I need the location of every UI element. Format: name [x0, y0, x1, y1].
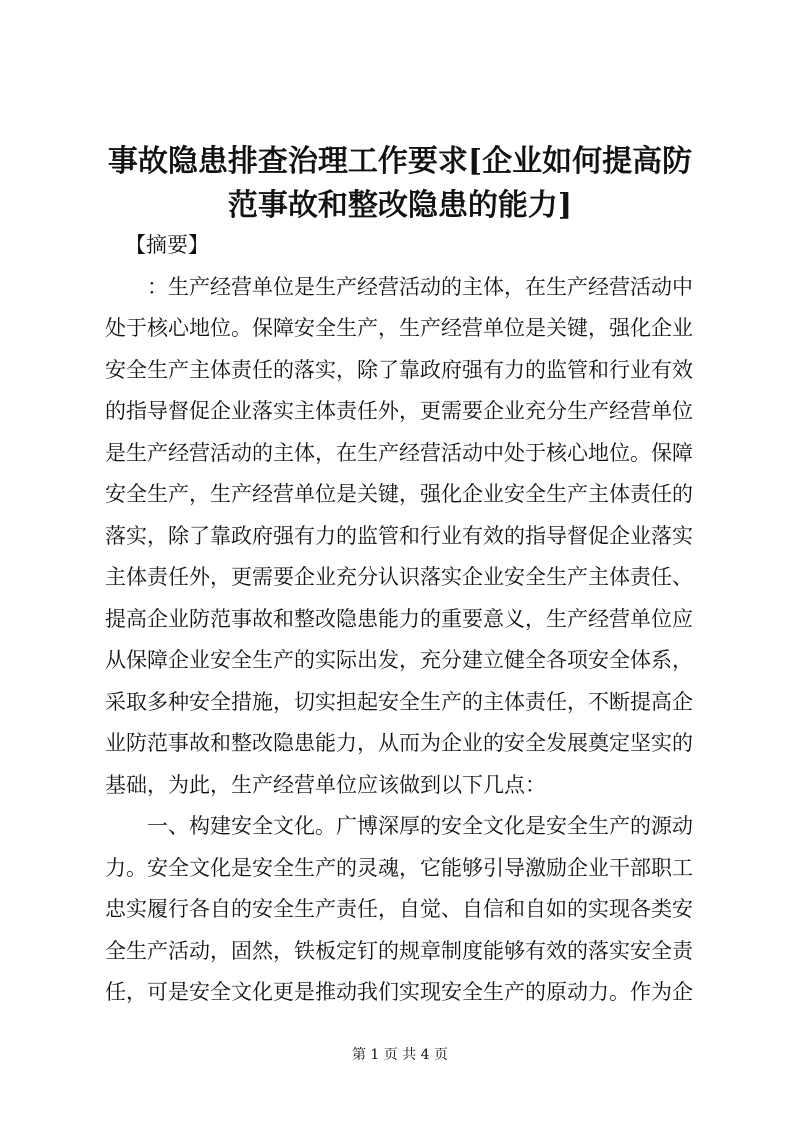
title-line-1: 事故隐患排查治理工作要求[企业如何提高防 — [107, 144, 693, 179]
paragraph-line: 力。安全文化是安全生产的灵魂，它能够引导激励企业干部职工 — [105, 855, 693, 880]
paragraph-line: 采取多种安全措施，切实担起安全生产的主体责任，不断提高企 — [105, 689, 693, 714]
paragraph-line: 业防范事故和整改隐患能力，从而为企业的安全发展奠定坚实的 — [105, 731, 693, 755]
paragraph-line: 安全生产，生产经营单位是关键，强化企业安全生产主体责任的 — [105, 482, 693, 506]
abstract-paragraph — [105, 267, 705, 807]
paragraph-line: 基础，为此，生产经营单位应该做到以下几点： — [105, 772, 546, 797]
document-body — [105, 225, 705, 1014]
paragraph-line: 从保障企业安全生产的实际出发，充分建立健全各项安全体系， — [105, 648, 693, 672]
title-line-2: 范事故和整改隐患的能力] — [227, 188, 573, 223]
paragraph-line: 是生产经营活动的主体，在生产经营活动中处于核心地位。保障 — [105, 440, 693, 465]
paragraph-line: 提高企业防范事故和整改隐患能力的重要意义，生产经营单位应 — [105, 606, 693, 631]
paragraph-line: 落实，除了靠政府强有力的监管和行业有效的指导督促企业落实 — [105, 523, 693, 548]
paragraph-line: ：生产经营单位是生产经营活动的主体，在生产经营活动中 — [147, 274, 693, 299]
paragraph-line: 全生产活动，固然，铁板定钉的规章制度能够有效的落实安全责 — [105, 938, 693, 963]
paragraph-line: 处于核心地位。保障安全生产，生产经营单位是关键，强化企业 — [105, 316, 693, 340]
paragraph-line: 忠实履行各自的安全生产责任，自觉、自信和自如的实现各类安 — [105, 897, 693, 921]
section-one-paragraph — [105, 806, 705, 1014]
paragraph-line: 任，可是安全文化更是推动我们实现安全生产的原动力。作为企 — [105, 980, 693, 1004]
page-footer: 第 1 页 共 4 页 — [351, 1047, 449, 1063]
document-title — [100, 140, 700, 228]
paragraph-line: 安全生产主体责任的落实，除了靠政府强有力的监管和行业有效 — [105, 357, 693, 382]
paragraph-line: 主体责任外，更需要企业充分认识落实企业安全生产主体责任、 — [105, 565, 693, 589]
abstract-label: 【摘要】 — [125, 233, 209, 257]
paragraph-line: 一、构建安全文化。广博深厚的安全文化是安全生产的源动 — [147, 814, 693, 838]
paragraph-line: 的指导督促企业落实主体责任外，更需要企业充分生产经营单位 — [105, 399, 693, 423]
